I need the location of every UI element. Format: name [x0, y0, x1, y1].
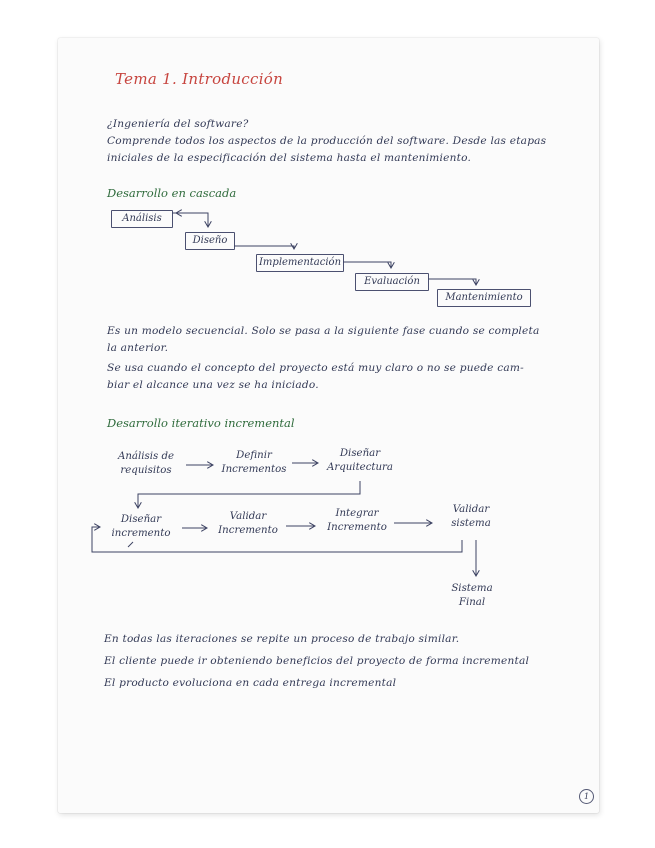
- node-integrar-incremento: Integrar Incremento: [327, 508, 387, 533]
- node-definir-incrementos: Definir Incrementos: [221, 450, 287, 475]
- iterative-note-1: En todas las iteraciones se repite un proceso de trabajo similar.: [104, 633, 460, 645]
- cascade-step-evaluacion: Evaluación: [355, 273, 429, 291]
- cascade-step-mantenimiento: Mantenimiento: [437, 289, 531, 307]
- node-validar-sistema: Validar sistema: [451, 504, 491, 529]
- intro-line-2: iniciales de la especificación del sistema hasta el mantenimiento.: [107, 152, 472, 164]
- cascade-note-1: Es un modelo secuencial. Solo se pasa a la siguiente fase cuando se completa: [107, 325, 540, 337]
- iterative-note-3: El producto evoluciona en cada entrega incremental: [104, 677, 397, 689]
- cascade-heading: Desarrollo en cascada: [107, 186, 237, 200]
- cascade-note-2: la anterior.: [107, 342, 169, 354]
- cascade-note-4: biar el alcance una vez se ha iniciado.: [107, 379, 319, 391]
- page-title: Tema 1. Introducción: [115, 70, 284, 88]
- page-number: 1: [579, 789, 594, 804]
- node-analisis-requisitos: Análisis de requisitos: [117, 451, 174, 476]
- node-disenar-arquitectura: Diseñar Arquitectura: [327, 448, 393, 473]
- cascade-step-analisis: Análisis: [111, 210, 173, 228]
- iterative-note-2: El cliente puede ir obteniendo beneficios del proyecto de forma incremental: [104, 655, 530, 667]
- question-line: ¿Ingeniería del software?: [107, 118, 249, 130]
- iterative-heading: Desarrollo iterativo incremental: [107, 416, 295, 430]
- cascade-note-3: Se usa cuando el concepto del proyecto está muy claro o no se puede cam-: [107, 362, 524, 374]
- node-sistema-final: Sistema Final: [451, 583, 493, 608]
- node-validar-incremento: Validar Incremento: [218, 511, 278, 536]
- cascade-step-diseno: Diseño: [185, 232, 235, 250]
- cascade-step-implementacion: Implementación: [256, 254, 344, 272]
- node-disenar-incremento: Diseñar incremento: [111, 514, 171, 539]
- intro-line-1: Comprende todos los aspectos de la producción del software. Desde las etapas: [107, 135, 547, 147]
